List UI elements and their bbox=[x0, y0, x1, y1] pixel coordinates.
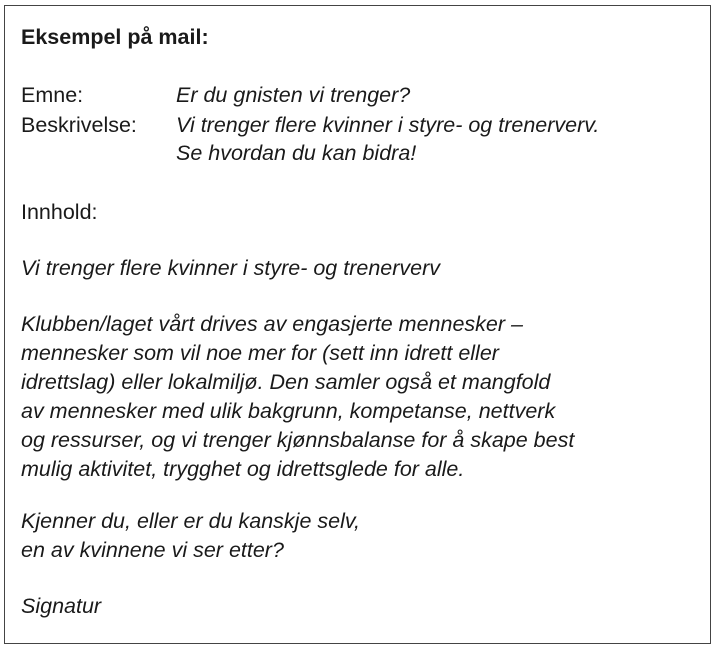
description-value-line1: Vi trenger flere kvinner i styre- og trenerverv. bbox=[176, 113, 600, 137]
heading: Eksempel på mail: bbox=[21, 25, 209, 49]
subject-value: Er du gnisten vi trenger? bbox=[176, 83, 411, 107]
signature: Signatur bbox=[21, 594, 102, 618]
content-label: Innhold: bbox=[21, 200, 98, 224]
content-paragraph: Klubben/laget vårt drives av engasjerte mennesker – mennesker som vil noe mer for (sett inn idrett eller idrettslag) eller lokalmiljø. Den samler også et mangfold av mennesker med ulik bakgrunn, kompetanse, nettverk og ressurser, og vi trenger kjønnsbalanse for å skape best mulig aktivitet, trygghet og idrettsglede for alle. bbox=[21, 312, 575, 481]
content-question: Kjenner du, eller er du kanskje selv, en av kvinnene vi ser etter? bbox=[21, 509, 361, 562]
description-label: Beskrivelse: bbox=[21, 113, 137, 137]
content-lead: Vi trenger flere kvinner i styre- og trenerverv bbox=[21, 256, 441, 280]
subject-label: Emne: bbox=[21, 83, 84, 107]
description-value-line2: Se hvordan du kan bidra! bbox=[176, 141, 417, 165]
